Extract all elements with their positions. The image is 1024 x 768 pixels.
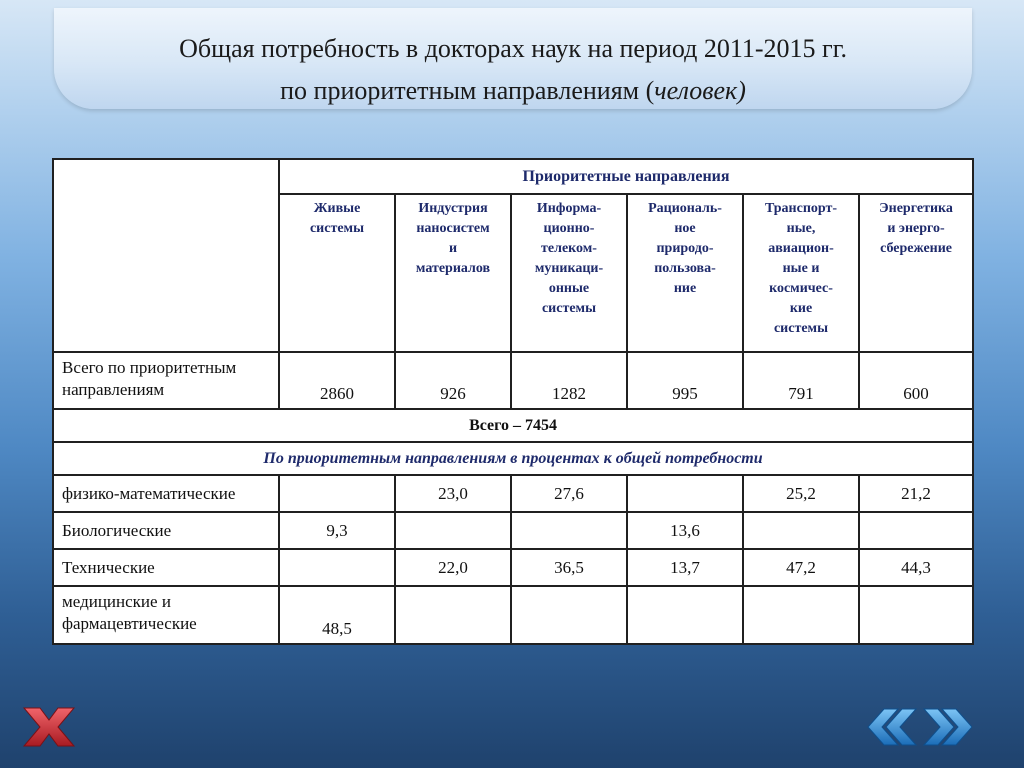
table-cell: 36,5 [511,549,627,586]
table-row [53,512,973,549]
grand-total-row [53,409,973,442]
red-x-icon[interactable] [20,706,78,748]
table-cell [395,586,511,644]
table-cell [743,586,859,644]
grand-total: Всего – 7454 [53,409,973,442]
title-line-2 [54,76,972,106]
percent-header-row [53,442,973,475]
totals-cell: 926 [395,352,511,409]
table-cell [859,586,973,644]
row-label: Биологические [53,512,279,549]
group-header: Приоритетные направления [279,159,973,194]
table-cell: 22,0 [395,549,511,586]
table-cell [279,549,395,586]
column-header-2: Информа- ционно- телеком- муникаци- онные системы [511,194,627,352]
table-cell: 25,2 [743,475,859,512]
table-cell [511,512,627,549]
table-cell [627,586,743,644]
row-label: Технические [53,549,279,586]
column-header-5: Энергетика и энерго- сбережение [859,194,973,352]
column-header-0: Живые системы [279,194,395,352]
percent-header: По приоритетным направлениям в процентах к общей потребности [53,442,973,475]
title-line-2-italic: человек) [654,76,746,105]
table-cell: 47,2 [743,549,859,586]
totals-cell: 600 [859,352,973,409]
table-cell [743,512,859,549]
corner-cell [53,159,279,352]
table-cell: 27,6 [511,475,627,512]
column-header-1: Индустрия наносистем и материалов [395,194,511,352]
table-row [53,586,973,644]
table-cell [627,475,743,512]
column-header-3: Рациональ- ное природо- пользова- ние [627,194,743,352]
table-cell: 48,5 [279,586,395,644]
table-cell: 13,7 [627,549,743,586]
blue-double-chevron-icon[interactable] [854,706,972,748]
table-cell [279,475,395,512]
table-cell [511,586,627,644]
demand-table [52,158,974,645]
table-cell: 9,3 [279,512,395,549]
totals-cell: 1282 [511,352,627,409]
table-cell: 23,0 [395,475,511,512]
table-cell: 13,6 [627,512,743,549]
table-cell: 44,3 [859,549,973,586]
table-cell: 21,2 [859,475,973,512]
row-label: медицинские и фармацевтические [53,586,279,644]
totals-row [53,352,973,409]
totals-cell: 995 [627,352,743,409]
table-cell [395,512,511,549]
table-row [53,549,973,586]
totals-cell: 2860 [279,352,395,409]
title-line-2-prefix: по приоритетным направлениям ( [280,76,655,105]
title-line-1: Общая потребность в докторах наук на период 2011-2015 гг. [179,34,847,63]
totals-cell: 791 [743,352,859,409]
table-row [53,475,973,512]
row-label: физико-математические [53,475,279,512]
table-cell [859,512,973,549]
column-header-4: Транспорт- ные, авиацион- ные и космичес- кие системы [743,194,859,352]
totals-row-label: Всего по приоритетным направлениям [53,352,279,409]
slide-title-box [54,8,972,109]
